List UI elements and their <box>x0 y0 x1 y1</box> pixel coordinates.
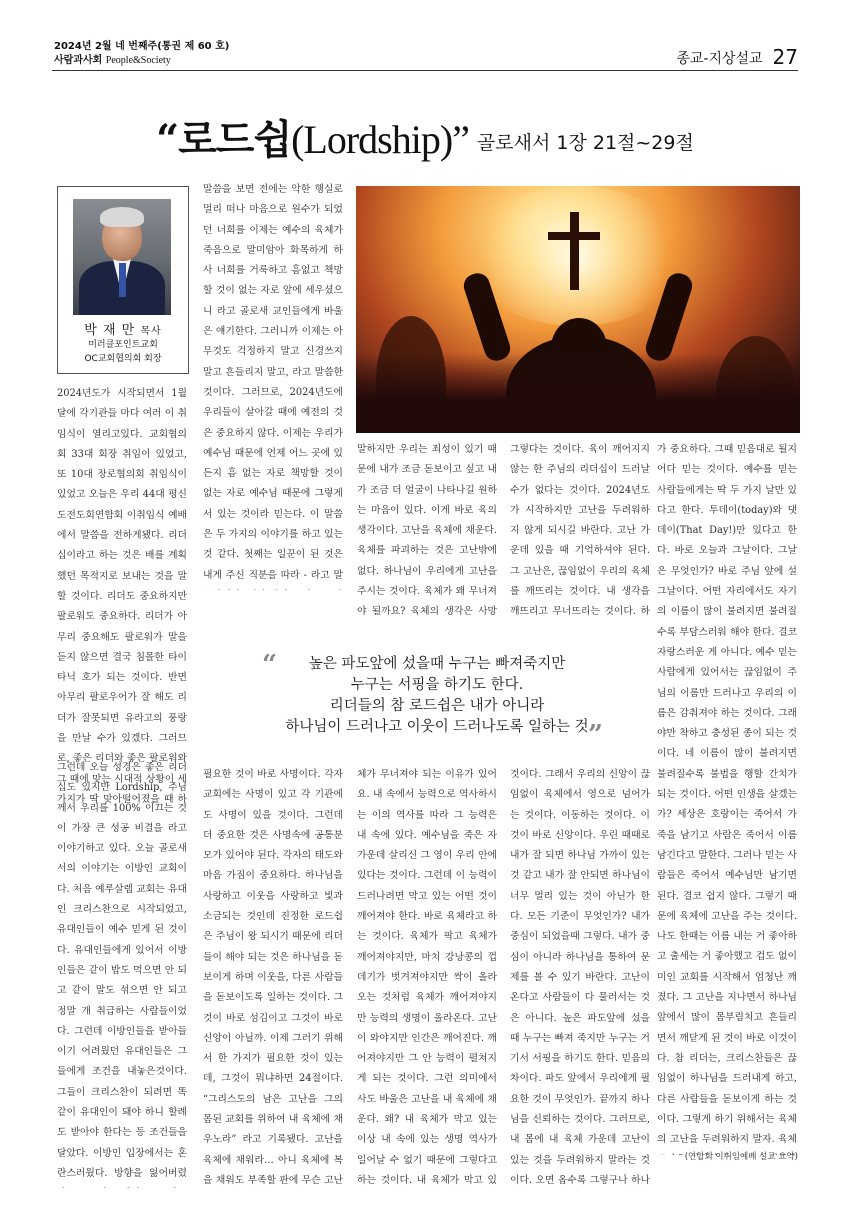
issue-header <box>54 40 229 68</box>
page-number: 27 <box>772 45 798 69</box>
article-title <box>0 108 850 165</box>
paper-name-line <box>54 54 229 68</box>
quote-line-3: 리더들의 참 로드쉽은 내가 아니라 <box>329 698 545 714</box>
section-name: 종교-지상설교 <box>676 51 763 67</box>
author-photo <box>73 199 171 315</box>
author-position: OC교회협의회 회장 <box>84 354 162 364</box>
author-name-line <box>58 319 188 338</box>
title-main <box>156 116 469 163</box>
quote-line-2: 누구는 서핑을 하기도 한다. <box>350 677 524 693</box>
tie-shape <box>119 263 126 297</box>
pull-quote <box>262 650 612 738</box>
quote-line-4: 하나님이 드러나고 이웃이 드러나도록 일하는 것 <box>285 719 589 735</box>
section-header <box>676 44 798 68</box>
column-1-bottom: 그런데 오늘 성경은 좋은 리더십도 있지만 Lordship, 주님께서 우리를 100% 이끄는 것이 가장 큰 성공 비결을 라고 이야기하고 있다. 오늘 골로새서의 이야기는 이방인 교회이다. 처음 예루살렘 교회는 유대인 크리스찬으로 시작되었고, 유대인들이 예수 믿게 된 것이다. 유대인들에게 있어서 이방인들은 같이 밥도 먹으면 안 되고 같이 말도 섞으면 안 되고 정말 개 취급하는 사람들이었다. 그런데 이방인들을 받아들이기 어려웠던 유대인들은 그들에게 조건을 내놓은것이다. 그들이 크리스찬이 되려면 똑같이 유대인이 돼야 하니 할례도 받아야 한다는 등 조건들을 달았다. 이방인 입장에서는 혼란스러웠다. 방향을 잃어버렸 <box>57 762 187 1179</box>
paper-name-en: People&Society <box>105 55 171 66</box>
header-divider <box>52 70 798 71</box>
article-signature: (연합회 이취임예배 설교 요약) <box>684 1152 798 1162</box>
quote-open-mark: “ <box>262 650 277 680</box>
column-3-top: 말하지만 우리는 죄성이 있기 때문에 내가 조금 돋보이고 싶고 내가 조금 더 얼굴이 나타나길 원하는 마음이 있다. 이게 바로 육의 생각이다. 고난을 육체에 채운다. 육체를 파괴하는 것은 고난밖에 없다. 하나님이 우리에게 고난을 주시는 것이다. 육체가 왜 무너져야 될까요? 육체의 생각은 사망 <box>357 444 497 618</box>
column-5: 가 중요하다. 그때 믿음대로 될지어다 믿는 것이다. 예수를 믿는 사람들에게는 딱 두 가지 날만 있다고 한다. 투데이(today)와 댓데이(That Day!)만 있다고 한다. 바로 오늘과 그날이다. 그날은 무엇인가? 바로 주님 앞에 설 그날이다. 어떤 자리에서도 자기의 이름이 많이 불려지면 불려질수록 부담스러워 해야 한다. 결코 자랑스러운 게 아니다. 예수 믿는 사람에게 있어서는 끊임없이 주님의 이름만 드러나고 우리의 이름은 감춰져야 하는 것이다. 그래야만 착하고 충성된 종이 되는 것이다. 네 이름이 많이 불려지면 불려질수록 불법을 행할 간치가 되는 것이다. 어떤 인생을 살겠는가? 세상은 호랑이는 죽어서 가죽을 남기고 사람은 죽어서 이름 남긴다고 말한다. 그러나 믿는 사람들은 죽어서 예수님만 남기면 된다. 결코 쉽지 않다. 그렇기 때문에 육체에 고난을 주는 것이다. 나도 한때는 이름 내는 거 좋아하고 출세는 거 좋아했고 겁도 없이 미인 교회를 시작해서 엄청난 깨졌다. 그 고난을 지나면서 하나님 앞에서 많이 몸부림치고 흔들리면서 깨닫게 된 것이 바로 이것이다. 참 리더는, 크리스찬들은 끊임없이 하나님을 드러내게 하고, 다른 사람들을 돋보이게 하는 것이다. 그렇게 하기 위해서는 육체의 고난을 두려워하지 말자. 육체 <box>657 444 797 1146</box>
column-1-top: 2024년도가 시작되면서 1월 달에 각기관들 마다 여러 이 취임식이 열리고있다. 교회협의회 33대 회장 취임이 있었고, 또 10대 장로협의회 취임식이 있었고 오늘은 우리 44대 평신도전도회연합회 이취임식 예배에서 말씀을 전하게됐다. 리더십이라고 하는 것은 배를 계획했던 목적지로 보내는 것을 말할 것이다. 리더도 중요하지만 팔로워도 중요하다. 리더가 아무리 중요해도 팔로워가 말을 듣지 않으면 결국 침몰한 타이타닉 호가 되는 것이다. 반면 아무리 팔로우어가 잘 해도 리더가 잘못되면 유라고의 풍랑을 만날 수가 있겠다. 그러므로, 좋은 리더와 좋은 팔로워와 그 때에 맞는 시대적 상황이 세 가지가 딱 맞아떨어졌을 때 하 <box>57 388 187 805</box>
cross-icon <box>570 212 579 290</box>
cross-bar <box>548 232 600 240</box>
crowd-foreground <box>356 353 800 433</box>
title-english: (Lordship)” <box>291 117 469 162</box>
author-name: 박 재 만 <box>84 323 136 338</box>
column-4-top: 그렇다는 것이다. 육이 깨어지지 않는 한 주님의 리더십이 드러날 수가 없다는 것이다. 2024년도가 시작하지만 고난을 두려워하지 않게 되시길 바란다. 고난 가운데 있을 때 기억하셔야 된다. 그 고난은, 끊임없이 우리의 육체를 깨뜨리는 것이다. 내 생각을 깨뜨리고 무너뜨리는 것이다. 하 <box>510 444 650 618</box>
hair-shape <box>100 207 144 227</box>
column-4-bottom: 것이다. 그래서 우리의 신앙이 끊임없이 육체에서 영으로 넘어가는 것이다. 이동하는 것이다. 이것이 바로 신앙이다. 우린 때때로 내가 잘 되면 하나님 가까이 있는 것 같고 내가 잘 안되면 하나님이 너무 멀리 있는 것이 아닌가 한다. 모든 기준이 무엇인가? 내가 중심이 되었을때 그렇다. 내가 중심이 아니라 하나님을 통하여 문제를 볼 수 있기 바란다. 고난이 온다고 사람들이 다 물러서는 것은 아니다. 높은 파도앞에 섰을 때 누구는 빠져 죽지만 누구는 거기서 서핑을 하기도 한다. 믿음의 차이다. 파도 앞에서 우리에게 필요한 것이 무엇인가. 끝까지 하나님을 신뢰하는 것이다. 그러므로, 내 몸에 내 육체 가운데 고난이 있는 것을 두려워하지 말라는 것이다. 오면 옵수록 그렇구나 하나 <box>510 769 650 1185</box>
title-korean: “로드쉽 <box>156 116 292 163</box>
column-2-top: 말씀을 보면 전에는 악한 행실로 멀리 떠나 마음으로 원수가 되었던 너희를 이제는 예수의 육체가 죽음으로 말미암아 화목하게 하사 너희를 거룩하고 흠없고 책망할 것이 없는 자로 앞에 세우셨으니 라고 골로새 교인들에게 바울은 얘기한다. 그러니까 이제는 아무것도 걱정하지 말고 신경쓰지 말고 흔들리지 말고, 라고 말씀한 것이다. 그러므로, 2024년도에 우리들이 살아갈 때에 예전의 것은 중요하지 않다. 이제는 우리가 예수님 때문에 언제 어느 곳에 있든지 흠 없는 자로 책망할 것이 없는 자로 예수님 때문에 그렇게 서 있는 것이라 믿는다. 이 말씀은 두 가지의 이야기를 하고 있는 것 같다. 첫째는 일꾼이 된 것은 내게 주신 직분을 따라 - 라고 말 <box>203 184 343 581</box>
cross-worship-photo <box>356 186 800 433</box>
quote-close-mark: ” <box>588 720 603 750</box>
author-church: 미러클포인트교회 <box>88 340 158 350</box>
quote-line-1: 높은 파도앞에 섰을때 누구는 빠져죽지만 <box>308 656 566 672</box>
issue-line: 2024년 2월 네 번째주(통권 제 60 호) <box>54 41 230 52</box>
column-2-bottom: 필요한 것이 바로 사명이다. 각자 교회에는 사명이 있고 각 기관에도 사명이 있을 것이다. 그런데 더 중요한 것은 사명속에 공통분모가 있어야 된다. 각자의 태도와 마음 가짐이 중요하다. 하나님을 사랑하고 이웃을 사랑하고 빛과 소금되는 것인데 진정한 로드쉽은 주님이 왕 되시기 때문에 리더들이 해야 되는 것은 하나님을 돋보이게 하며 이웃을, 다른 사람들을 돋보이도록 일하는 것이다. 그것이 바로 섬김이고 그것이 바로 신앙이 아닐까. 이제 그러기 위해서 한 가지가 필요한 것이 있는데, 그것이 뭐냐하면 24절이다. “그리스도의 남은 고난을 그의 몸된 교회를 위하여 내 육체에 채우노라” 라고 기록됐다. 고난을 육체에 채워라… 아니 육체에 복을 채워도 부족할 판에 무슨 고난 <box>203 769 343 1185</box>
scripture-reference: 골로새서 1장 21절~29절 <box>476 132 694 154</box>
author-caption <box>58 319 188 366</box>
paper-name: 사람과사회 <box>54 55 103 66</box>
column-3-bottom: 체가 무너져야 되는 이유가 있어요. 내 속에서 능력으로 역사하시는 이의 역사를 따라 그 능력은 내 속에 있다. 예수님을 죽은 자 가운데 살리신 그 영이 우리 안에 있다는 것이다. 그런데 이 능력이 드러나려면 막고 있는 어떤 것이 깨어져야 한다. 바로 육체라고 하는 것이다. 육체가 팍고 육체가 깨어져야지만, 마치 강낭콩의 껍데기가 벗겨져야지만 싹이 올라오는 것처럼 육체가 깨어져야지만 능력의 생명이 올라온다. 고난이 와야지만 인간은 깨어진다. 깨어져야지만 그 안 능력이 펼쳐지게 되는 것이다. 그런 의미에서 사도 바울은 고난을 내 육체에 채운다. 왜? 내 육체가 막고 있는 이상 내 속에 있는 생명 역사가 일어날 수 없기 때문에 그렇다고 하는 것이다. 내 육체가 막고 있 <box>357 769 497 1185</box>
author-role: 목사 <box>140 326 162 337</box>
author-box <box>57 186 189 374</box>
